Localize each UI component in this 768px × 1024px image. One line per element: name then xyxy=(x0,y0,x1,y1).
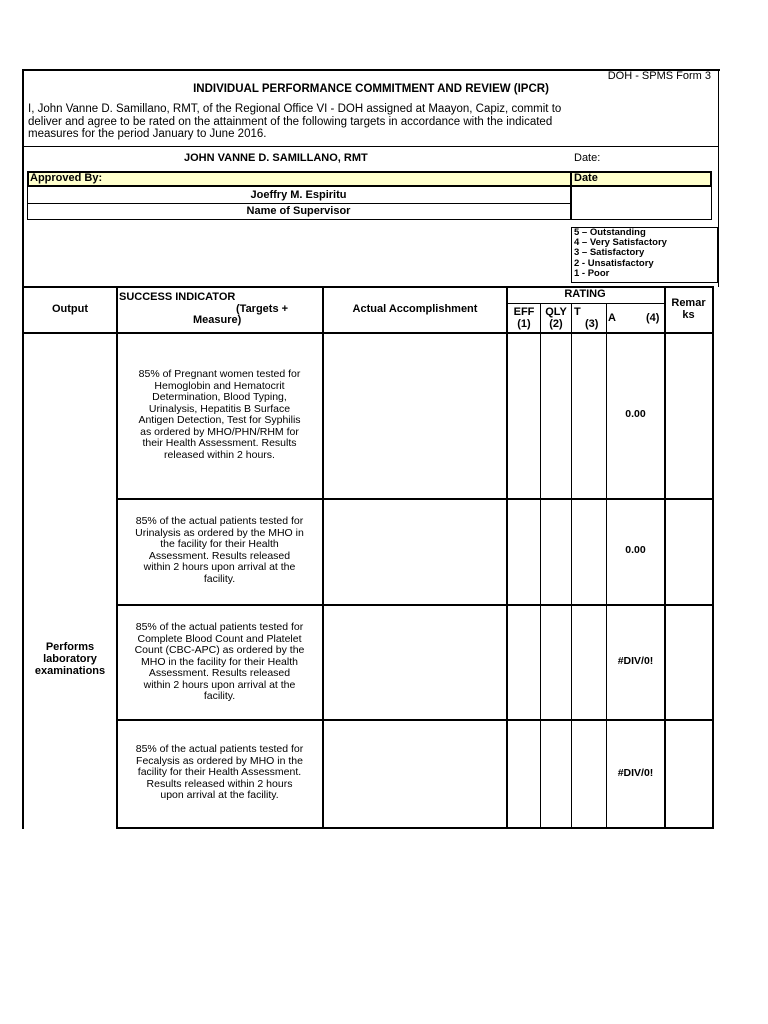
header-a-label: A xyxy=(608,312,616,324)
success-indicator-text xyxy=(117,744,322,802)
header-a-number: (4) xyxy=(646,312,660,324)
date-label: Date: xyxy=(574,152,601,164)
indicator-line: released within 2 hours. xyxy=(164,448,275,461)
indicator-line: Antigen Detection, Test for Syphilis xyxy=(138,414,301,426)
indicator-line: facility. xyxy=(203,690,236,702)
indicator-line: 85% of the actual patients tested for xyxy=(135,621,304,633)
row-separator xyxy=(116,827,714,829)
commitment-line: deliver and agree to be rated on the attainment of the following targets in accordance with the indicated xyxy=(28,115,553,128)
indicator-line: Urinalysis as ordered by the MHO in xyxy=(135,526,304,539)
rating-scale-item: 1 - Poor xyxy=(574,267,610,279)
header-eff-number: (1) xyxy=(517,318,531,330)
col-qly-divider xyxy=(571,303,572,829)
col-indicator-divider xyxy=(322,286,324,829)
rating-scale-item: 2 - Unsatisfactory xyxy=(574,257,654,269)
statement-divider xyxy=(22,146,718,147)
header-eff xyxy=(508,306,540,330)
indicator-line: Urinalysis, Hepatitis B Surface xyxy=(148,402,291,415)
indicator-line: as ordered by MHO/PHN/RHM for xyxy=(140,425,299,438)
indicator-line: Count (CBC-APC) as ordered by the xyxy=(134,644,305,656)
header-remarks-line2: ks xyxy=(682,309,695,321)
header-targets: (Targets + xyxy=(236,303,289,315)
average-rating: 0.00 xyxy=(625,544,646,556)
average-rating: #DIV/0! xyxy=(617,767,654,779)
header-output: Output xyxy=(51,303,89,315)
rating-scale xyxy=(574,228,667,279)
col-t-divider xyxy=(606,303,607,829)
header-remarks-line1: Remar xyxy=(671,297,706,309)
indicator-line: 85% of the actual patients tested for xyxy=(135,743,304,755)
approval-right-line xyxy=(711,186,712,219)
indicator-line: the facility for their Health xyxy=(160,538,279,550)
supervisor-name: Joeffry M. Espiritu xyxy=(250,189,347,201)
commitment-statement xyxy=(28,103,718,141)
indicator-line: MHO in the facility for their Health xyxy=(141,655,298,668)
rating-scale-item: 4 – Very Satisfactory xyxy=(574,237,667,249)
output-label xyxy=(24,641,116,677)
indicator-line: within 2 hours upon arrival at the xyxy=(143,678,296,691)
indicator-line: Assessment. Results released xyxy=(148,667,291,679)
indicator-line: Hemoglobin and Hematocrit xyxy=(154,379,285,392)
header-measure: Measure) xyxy=(193,314,242,326)
output-label-line: Performs xyxy=(45,641,95,653)
approval-date-divider xyxy=(570,171,572,220)
approval-date-header: Date xyxy=(574,172,598,184)
header-qly-label: QLY xyxy=(545,306,567,318)
employee-name: JOHN VANNE D. SAMILLANO, RMT xyxy=(184,152,368,164)
form-left-border xyxy=(22,69,24,829)
header-eff-label: EFF xyxy=(513,306,535,318)
commitment-line: measures for the period January to June 2016. xyxy=(28,128,267,140)
header-success-indicator: SUCCESS INDICATOR xyxy=(119,291,236,303)
form-code: DOH - SPMS Form 3 xyxy=(607,70,711,82)
success-indicator-text xyxy=(117,622,322,703)
indicator-line: Results released within 2 hours xyxy=(146,777,293,790)
row-separator xyxy=(116,719,714,721)
header-qly xyxy=(541,306,571,330)
indicator-line: facility. xyxy=(203,572,236,585)
success-indicator-text xyxy=(117,516,322,585)
row-separator xyxy=(116,498,714,500)
header-qly-number: (2) xyxy=(549,318,563,330)
approved-by-label: Approved By: xyxy=(30,172,103,184)
col-a-divider xyxy=(664,286,666,829)
form-right-border xyxy=(718,69,719,287)
indicator-line: Assessment. Results released xyxy=(148,549,291,562)
table-header-bottom xyxy=(22,332,714,334)
col-actual-divider xyxy=(506,286,508,829)
indicator-line: facility for their Health Assessment. xyxy=(137,766,302,778)
header-actual-accomplishment: Actual Accomplishment xyxy=(352,303,478,315)
indicator-line: their Health Assessment. Results xyxy=(142,437,297,449)
indicator-line: 85% of Pregnant women tested for xyxy=(138,368,301,380)
rating-subheader-line xyxy=(506,303,664,304)
indicator-line: 85% of the actual patients tested for xyxy=(135,515,304,527)
indicator-line: Fecalysis as ordered by MHO in the xyxy=(136,754,303,767)
header-t-number: (3) xyxy=(585,318,599,330)
supervisor-name-line xyxy=(27,203,570,204)
col-remarks-divider xyxy=(712,286,714,829)
header-t-label: T xyxy=(574,306,581,318)
indicator-line: Determination, Blood Typing, xyxy=(152,391,287,403)
supervisor-title: Name of Supervisor xyxy=(246,205,351,217)
rating-scale-item: 3 – Satisfactory xyxy=(574,247,645,259)
row-separator xyxy=(116,604,714,606)
form-title: INDIVIDUAL PERFORMANCE COMMITMENT AND REVIEW (IPCR) xyxy=(193,83,549,95)
header-remarks xyxy=(665,297,712,321)
col-eff-divider xyxy=(540,303,541,829)
indicator-line: upon arrival at the facility. xyxy=(160,789,279,801)
output-label-line: examinations xyxy=(34,665,106,677)
indicator-line: Complete Blood Count and Platelet xyxy=(137,632,302,645)
output-label-line: laboratory xyxy=(43,653,97,665)
commitment-line: I, John Vanne D. Samillano, RMT, of the Regional Office VI - DOH assigned at Maayon, Capiz, commit to xyxy=(28,103,562,115)
average-rating: #DIV/0! xyxy=(617,655,654,667)
rating-scale-item: 5 – Outstanding xyxy=(574,227,646,238)
approval-bar xyxy=(27,171,712,187)
indicator-line: within 2 hours upon arrival at the xyxy=(143,561,296,573)
supervisor-bottom-line xyxy=(27,219,712,220)
header-rating: RATING xyxy=(564,288,606,300)
average-rating: 0.00 xyxy=(625,408,646,420)
success-indicator-text xyxy=(117,369,322,461)
